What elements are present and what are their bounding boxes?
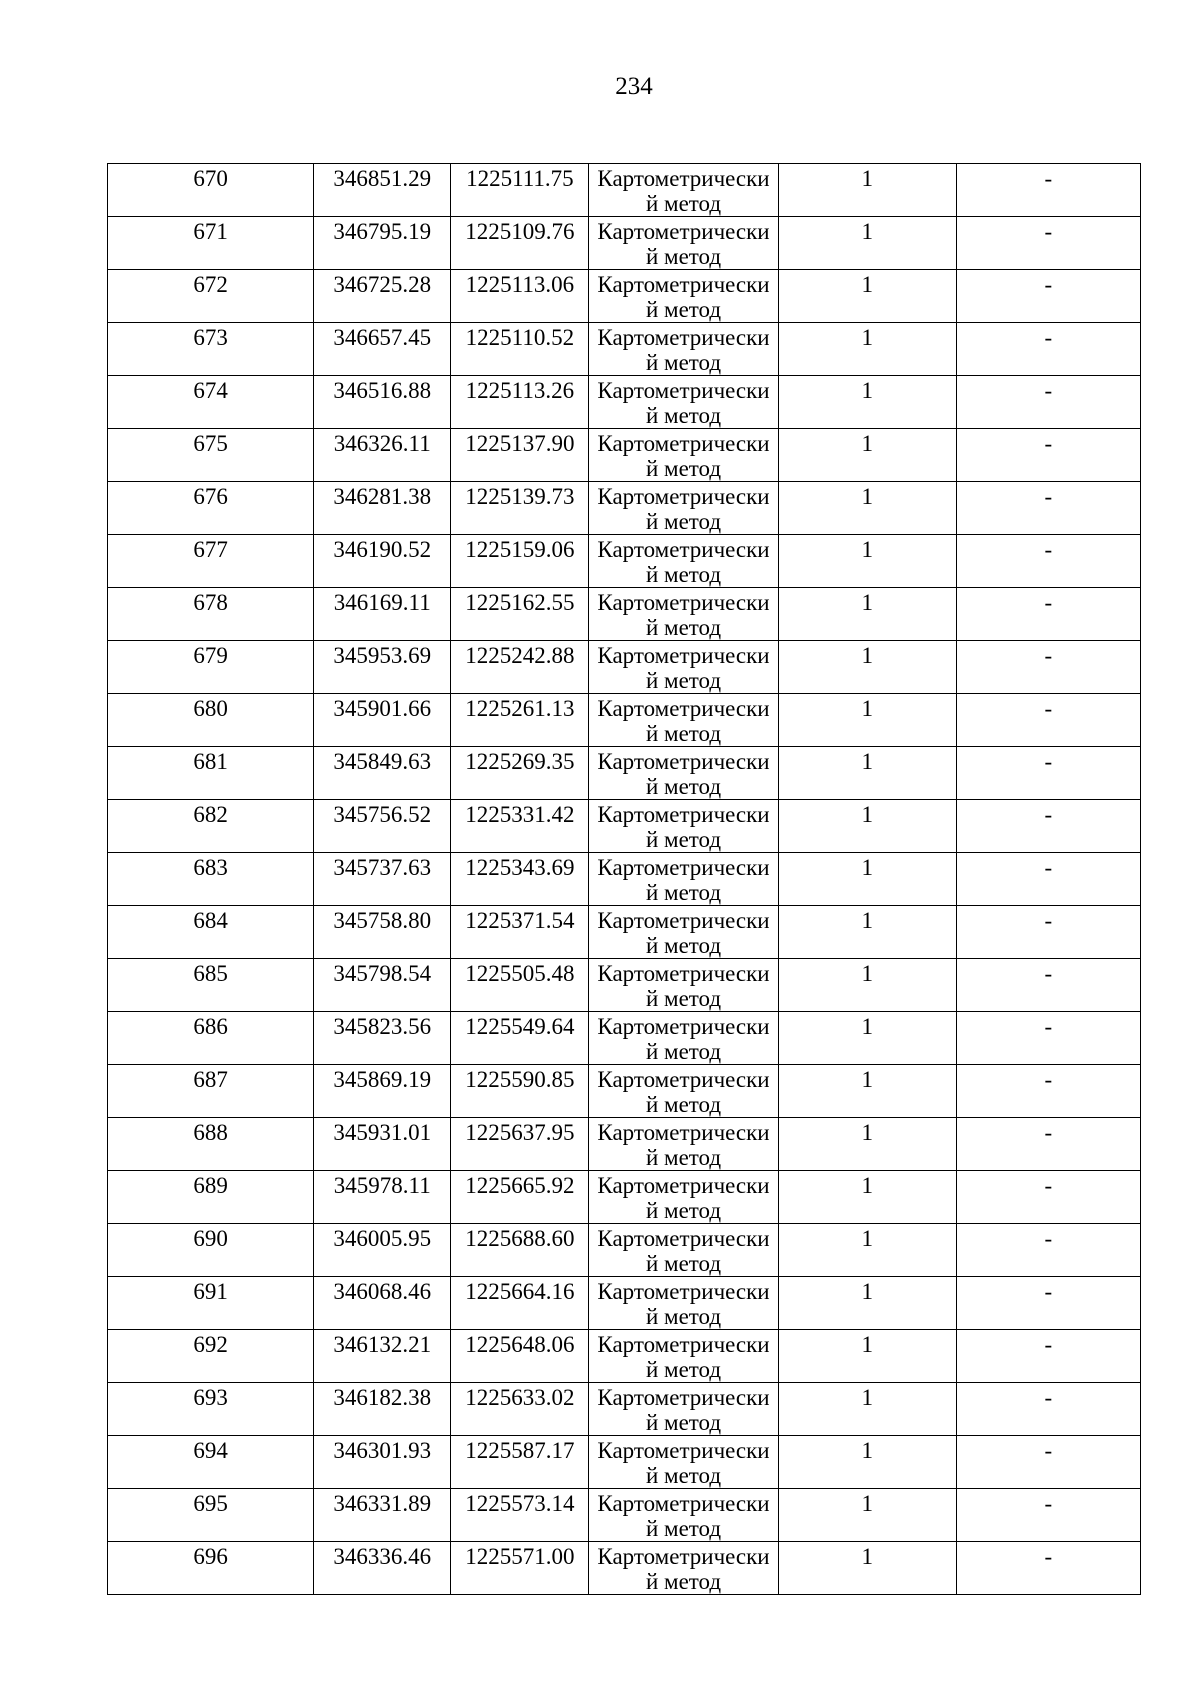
y-coordinate-cell: 1225162.55 — [451, 588, 589, 641]
point-number-cell: 670 — [108, 164, 314, 217]
x-coordinate-cell: 346281.38 — [314, 482, 451, 535]
method-cell: Картометрически й метод — [589, 1542, 778, 1595]
accuracy-cell: 1 — [778, 906, 956, 959]
x-coordinate-cell: 346795.19 — [314, 217, 451, 270]
coordinates-table-body — [108, 164, 1141, 1595]
point-number-cell: 678 — [108, 588, 314, 641]
x-coordinate-cell: 346516.88 — [314, 376, 451, 429]
accuracy-cell: 1 — [778, 1118, 956, 1171]
method-cell: Картометрически й метод — [589, 376, 778, 429]
accuracy-cell: 1 — [778, 1330, 956, 1383]
y-coordinate-cell: 1225242.88 — [451, 641, 589, 694]
y-coordinate-cell: 1225587.17 — [451, 1436, 589, 1489]
method-cell: Картометрически й метод — [589, 1436, 778, 1489]
note-cell: - — [956, 482, 1140, 535]
y-coordinate-cell: 1225113.06 — [451, 270, 589, 323]
accuracy-cell: 1 — [778, 747, 956, 800]
method-cell: Картометрически й метод — [589, 588, 778, 641]
note-cell: - — [956, 959, 1140, 1012]
point-number-cell: 674 — [108, 376, 314, 429]
y-coordinate-cell: 1225590.85 — [451, 1065, 589, 1118]
table-row — [108, 482, 1141, 535]
point-number-cell: 687 — [108, 1065, 314, 1118]
method-cell: Картометрически й метод — [589, 1171, 778, 1224]
table-row — [108, 1118, 1141, 1171]
y-coordinate-cell: 1225665.92 — [451, 1171, 589, 1224]
method-cell: Картометрически й метод — [589, 1489, 778, 1542]
x-coordinate-cell: 346190.52 — [314, 535, 451, 588]
table-row — [108, 376, 1141, 429]
note-cell: - — [956, 1330, 1140, 1383]
note-cell: - — [956, 800, 1140, 853]
y-coordinate-cell: 1225111.75 — [451, 164, 589, 217]
coordinates-table — [107, 163, 1141, 1595]
y-coordinate-cell: 1225633.02 — [451, 1383, 589, 1436]
note-cell: - — [956, 164, 1140, 217]
note-cell: - — [956, 535, 1140, 588]
method-cell: Картометрически й метод — [589, 429, 778, 482]
y-coordinate-cell: 1225637.95 — [451, 1118, 589, 1171]
table-row — [108, 800, 1141, 853]
note-cell: - — [956, 323, 1140, 376]
table-row — [108, 535, 1141, 588]
accuracy-cell: 1 — [778, 800, 956, 853]
table-row — [108, 1224, 1141, 1277]
y-coordinate-cell: 1225269.35 — [451, 747, 589, 800]
point-number-cell: 692 — [108, 1330, 314, 1383]
table-row — [108, 270, 1141, 323]
x-coordinate-cell: 346068.46 — [314, 1277, 451, 1330]
accuracy-cell: 1 — [778, 1436, 956, 1489]
method-cell: Картометрически й метод — [589, 1224, 778, 1277]
accuracy-cell: 1 — [778, 1489, 956, 1542]
point-number-cell: 676 — [108, 482, 314, 535]
accuracy-cell: 1 — [778, 1171, 956, 1224]
note-cell: - — [956, 429, 1140, 482]
x-coordinate-cell: 345901.66 — [314, 694, 451, 747]
note-cell: - — [956, 588, 1140, 641]
point-number-cell: 682 — [108, 800, 314, 853]
point-number-cell: 683 — [108, 853, 314, 906]
table-row — [108, 1542, 1141, 1595]
y-coordinate-cell: 1225109.76 — [451, 217, 589, 270]
note-cell: - — [956, 1118, 1140, 1171]
method-cell: Картометрически й метод — [589, 959, 778, 1012]
y-coordinate-cell: 1225688.60 — [451, 1224, 589, 1277]
point-number-cell: 695 — [108, 1489, 314, 1542]
y-coordinate-cell: 1225664.16 — [451, 1277, 589, 1330]
accuracy-cell: 1 — [778, 270, 956, 323]
point-number-cell: 675 — [108, 429, 314, 482]
y-coordinate-cell: 1225371.54 — [451, 906, 589, 959]
point-number-cell: 673 — [108, 323, 314, 376]
note-cell: - — [956, 1436, 1140, 1489]
point-number-cell: 686 — [108, 1012, 314, 1065]
accuracy-cell: 1 — [778, 641, 956, 694]
x-coordinate-cell: 345869.19 — [314, 1065, 451, 1118]
note-cell: - — [956, 376, 1140, 429]
point-number-cell: 672 — [108, 270, 314, 323]
point-number-cell: 681 — [108, 747, 314, 800]
method-cell: Картометрически й метод — [589, 1065, 778, 1118]
x-coordinate-cell: 346326.11 — [314, 429, 451, 482]
note-cell: - — [956, 694, 1140, 747]
accuracy-cell: 1 — [778, 853, 956, 906]
note-cell: - — [956, 1012, 1140, 1065]
method-cell: Картометрически й метод — [589, 853, 778, 906]
accuracy-cell: 1 — [778, 323, 956, 376]
table-row — [108, 641, 1141, 694]
table-row — [108, 164, 1141, 217]
x-coordinate-cell: 345756.52 — [314, 800, 451, 853]
note-cell: - — [956, 1542, 1140, 1595]
y-coordinate-cell: 1225505.48 — [451, 959, 589, 1012]
page-number: 234 — [615, 73, 653, 100]
accuracy-cell: 1 — [778, 429, 956, 482]
table-row — [108, 853, 1141, 906]
table-row — [108, 429, 1141, 482]
y-coordinate-cell: 1225571.00 — [451, 1542, 589, 1595]
note-cell: - — [956, 747, 1140, 800]
x-coordinate-cell: 346725.28 — [314, 270, 451, 323]
accuracy-cell: 1 — [778, 535, 956, 588]
point-number-cell: 691 — [108, 1277, 314, 1330]
method-cell: Картометрически й метод — [589, 1383, 778, 1436]
table-row — [108, 959, 1141, 1012]
y-coordinate-cell: 1225343.69 — [451, 853, 589, 906]
x-coordinate-cell: 346182.38 — [314, 1383, 451, 1436]
method-cell: Картометрически й метод — [589, 217, 778, 270]
table-row — [108, 1277, 1141, 1330]
x-coordinate-cell: 346851.29 — [314, 164, 451, 217]
x-coordinate-cell: 346132.21 — [314, 1330, 451, 1383]
table-row — [108, 323, 1141, 376]
y-coordinate-cell: 1225110.52 — [451, 323, 589, 376]
note-cell: - — [956, 853, 1140, 906]
y-coordinate-cell: 1225113.26 — [451, 376, 589, 429]
accuracy-cell: 1 — [778, 376, 956, 429]
method-cell: Картометрически й метод — [589, 1277, 778, 1330]
accuracy-cell: 1 — [778, 1065, 956, 1118]
accuracy-cell: 1 — [778, 482, 956, 535]
table-row — [108, 588, 1141, 641]
table-row — [108, 1171, 1141, 1224]
point-number-cell: 685 — [108, 959, 314, 1012]
point-number-cell: 671 — [108, 217, 314, 270]
y-coordinate-cell: 1225261.13 — [451, 694, 589, 747]
y-coordinate-cell: 1225137.90 — [451, 429, 589, 482]
accuracy-cell: 1 — [778, 1224, 956, 1277]
accuracy-cell: 1 — [778, 217, 956, 270]
x-coordinate-cell: 345978.11 — [314, 1171, 451, 1224]
table-row — [108, 217, 1141, 270]
method-cell: Картометрически й метод — [589, 906, 778, 959]
note-cell: - — [956, 1489, 1140, 1542]
accuracy-cell: 1 — [778, 164, 956, 217]
note-cell: - — [956, 1224, 1140, 1277]
point-number-cell: 694 — [108, 1436, 314, 1489]
table-row — [108, 1330, 1141, 1383]
point-number-cell: 688 — [108, 1118, 314, 1171]
table-row — [108, 1012, 1141, 1065]
table-row — [108, 1383, 1141, 1436]
y-coordinate-cell: 1225159.06 — [451, 535, 589, 588]
note-cell: - — [956, 217, 1140, 270]
method-cell: Картометрически й метод — [589, 270, 778, 323]
note-cell: - — [956, 906, 1140, 959]
method-cell: Картометрически й метод — [589, 800, 778, 853]
table-row — [108, 906, 1141, 959]
table-row — [108, 694, 1141, 747]
point-number-cell: 684 — [108, 906, 314, 959]
accuracy-cell: 1 — [778, 694, 956, 747]
point-number-cell: 679 — [108, 641, 314, 694]
x-coordinate-cell: 345931.01 — [314, 1118, 451, 1171]
note-cell: - — [956, 1065, 1140, 1118]
x-coordinate-cell: 345823.56 — [314, 1012, 451, 1065]
accuracy-cell: 1 — [778, 588, 956, 641]
x-coordinate-cell: 345849.63 — [314, 747, 451, 800]
point-number-cell: 696 — [108, 1542, 314, 1595]
x-coordinate-cell: 345953.69 — [314, 641, 451, 694]
point-number-cell: 693 — [108, 1383, 314, 1436]
accuracy-cell: 1 — [778, 1383, 956, 1436]
accuracy-cell: 1 — [778, 1542, 956, 1595]
y-coordinate-cell: 1225573.14 — [451, 1489, 589, 1542]
accuracy-cell: 1 — [778, 1012, 956, 1065]
accuracy-cell: 1 — [778, 1277, 956, 1330]
x-coordinate-cell: 345737.63 — [314, 853, 451, 906]
table-row — [108, 1436, 1141, 1489]
x-coordinate-cell: 346331.89 — [314, 1489, 451, 1542]
y-coordinate-cell: 1225648.06 — [451, 1330, 589, 1383]
x-coordinate-cell: 346301.93 — [314, 1436, 451, 1489]
method-cell: Картометрически й метод — [589, 482, 778, 535]
method-cell: Картометрически й метод — [589, 164, 778, 217]
method-cell: Картометрически й метод — [589, 747, 778, 800]
method-cell: Картометрически й метод — [589, 641, 778, 694]
y-coordinate-cell: 1225331.42 — [451, 800, 589, 853]
note-cell: - — [956, 641, 1140, 694]
point-number-cell: 689 — [108, 1171, 314, 1224]
method-cell: Картометрически й метод — [589, 1012, 778, 1065]
x-coordinate-cell: 345758.80 — [314, 906, 451, 959]
note-cell: - — [956, 1383, 1140, 1436]
y-coordinate-cell: 1225139.73 — [451, 482, 589, 535]
method-cell: Картометрически й метод — [589, 694, 778, 747]
point-number-cell: 677 — [108, 535, 314, 588]
x-coordinate-cell: 346336.46 — [314, 1542, 451, 1595]
table-row — [108, 1489, 1141, 1542]
note-cell: - — [956, 1277, 1140, 1330]
point-number-cell: 680 — [108, 694, 314, 747]
x-coordinate-cell: 346005.95 — [314, 1224, 451, 1277]
table-row — [108, 1065, 1141, 1118]
x-coordinate-cell: 345798.54 — [314, 959, 451, 1012]
y-coordinate-cell: 1225549.64 — [451, 1012, 589, 1065]
accuracy-cell: 1 — [778, 959, 956, 1012]
x-coordinate-cell: 346169.11 — [314, 588, 451, 641]
method-cell: Картометрически й метод — [589, 323, 778, 376]
note-cell: - — [956, 1171, 1140, 1224]
table-row — [108, 747, 1141, 800]
method-cell: Картометрически й метод — [589, 535, 778, 588]
method-cell: Картометрически й метод — [589, 1118, 778, 1171]
point-number-cell: 690 — [108, 1224, 314, 1277]
note-cell: - — [956, 270, 1140, 323]
method-cell: Картометрически й метод — [589, 1330, 778, 1383]
x-coordinate-cell: 346657.45 — [314, 323, 451, 376]
